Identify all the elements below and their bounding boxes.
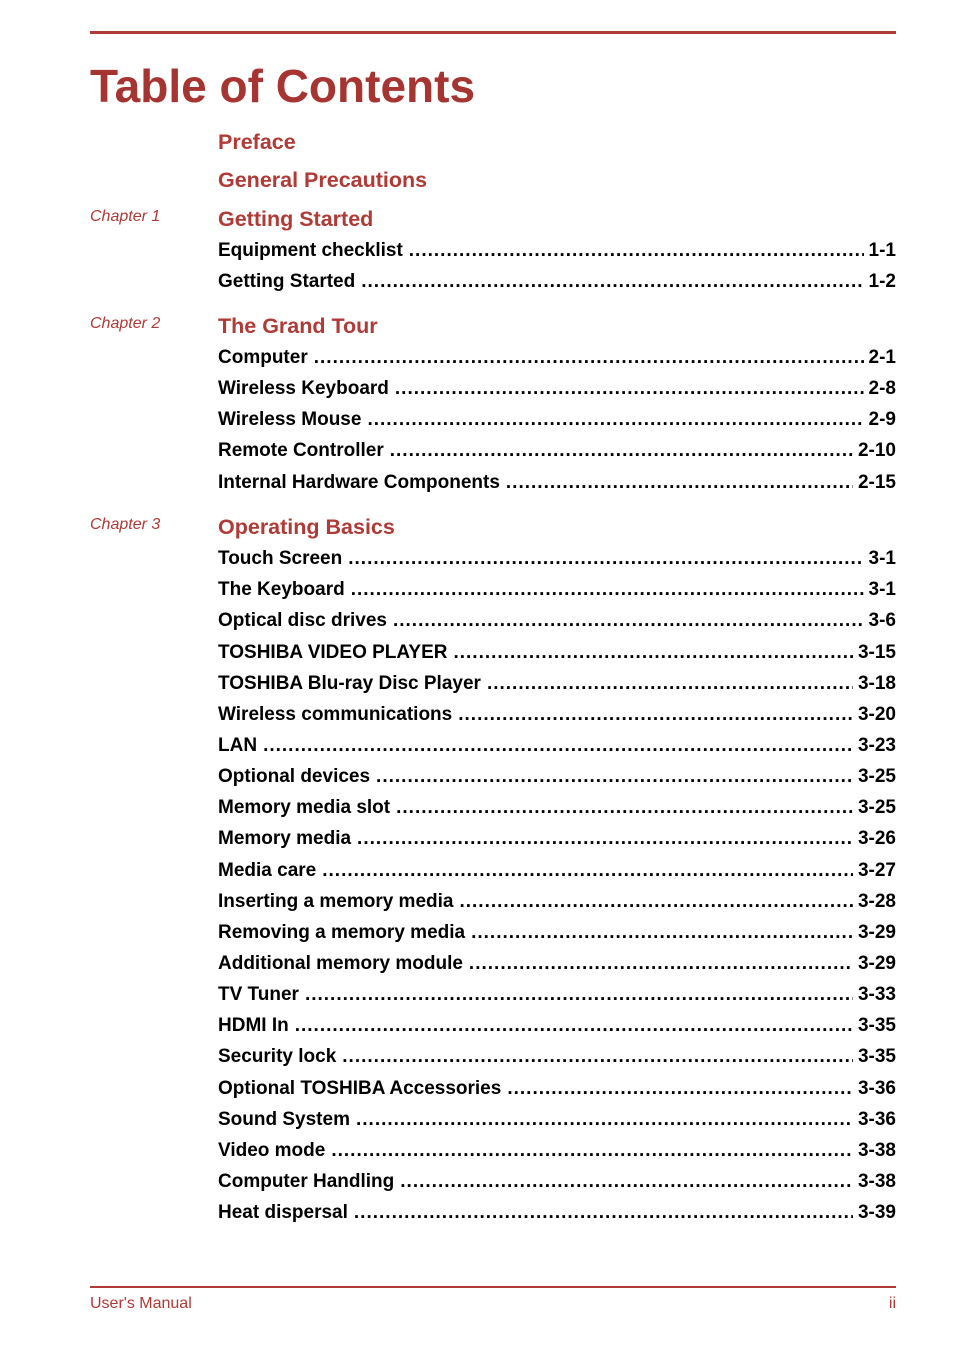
- dot-leader: [351, 578, 864, 602]
- toc-entry-title: Remote Controller: [218, 440, 384, 462]
- toc-entry-title: Optional TOSHIBA Accessories: [218, 1077, 502, 1099]
- dot-leader: [367, 408, 863, 432]
- toc-entry[interactable]: [218, 270, 896, 294]
- toc-entry-page-number: 1-2: [868, 271, 896, 293]
- chapter-heading-link[interactable]: Getting Started: [218, 207, 374, 231]
- toc-entry[interactable]: [218, 377, 896, 401]
- toc-entry-title: Memory media: [218, 828, 352, 850]
- dot-leader: [400, 1170, 853, 1194]
- toc-entry-page-number: 3-29: [857, 921, 896, 943]
- toc-entry-title: HDMI In: [218, 1015, 289, 1037]
- chapter-label: Chapter 1: [90, 208, 161, 225]
- toc-entry[interactable]: [218, 641, 896, 665]
- toc-entry-page-number: 3-26: [857, 828, 896, 850]
- toc-entry[interactable]: [218, 547, 896, 571]
- toc-entry-page-number: 3-35: [857, 1015, 896, 1037]
- toc-entry[interactable]: [218, 672, 896, 696]
- dot-leader: [393, 609, 864, 633]
- toc-entry[interactable]: [218, 1201, 896, 1225]
- toc-entry-title: TOSHIBA VIDEO PLAYER: [218, 641, 448, 663]
- toc-entry-page-number: 3-1: [868, 548, 896, 569]
- dot-leader: [295, 1014, 853, 1038]
- dot-leader: [469, 952, 853, 976]
- toc-entry-title: Optical disc drives: [218, 610, 387, 632]
- dot-leader: [263, 734, 853, 758]
- toc-entry-title: TV Tuner: [218, 984, 299, 1006]
- dot-leader: [409, 239, 864, 263]
- toc-front-matter-link[interactable]: Preface: [218, 130, 296, 154]
- toc-entry-page-number: 3-23: [857, 734, 896, 756]
- toc-front-matter-link[interactable]: General Precautions: [218, 168, 428, 192]
- toc-entry[interactable]: [218, 890, 896, 914]
- toc-entry-title: Memory media slot: [218, 797, 391, 819]
- toc-entry-page-number: 3-25: [857, 766, 896, 787]
- toc-entry[interactable]: [218, 408, 896, 432]
- dot-leader: [322, 859, 853, 883]
- toc-entry-page-number: 3-28: [857, 890, 896, 912]
- toc-entry-page-number: 3-20: [857, 703, 896, 725]
- toc-entry[interactable]: [218, 921, 896, 945]
- toc-entry-title: Getting Started: [218, 271, 356, 293]
- footer-page-number: ii: [888, 1295, 896, 1312]
- footer-rule: [90, 1286, 896, 1288]
- chapter-heading-link[interactable]: The Grand Tour: [218, 314, 378, 338]
- toc-entry-page-number: 3-36: [857, 1077, 896, 1099]
- toc-entry-title: Additional memory module: [218, 953, 463, 974]
- page-title: Table of Contents: [90, 60, 476, 112]
- toc-entry[interactable]: [218, 983, 896, 1007]
- toc-entry-page-number: 2-8: [868, 378, 896, 400]
- toc-entry[interactable]: [218, 471, 896, 495]
- toc-entry[interactable]: [218, 734, 896, 758]
- toc-entry-title: Touch Screen: [218, 548, 343, 569]
- toc-entry-title: Security lock: [218, 1046, 337, 1068]
- toc-entry-title: Video mode: [218, 1139, 326, 1161]
- toc-entry-title: Wireless Keyboard: [218, 378, 389, 400]
- toc-entry[interactable]: [218, 796, 896, 820]
- toc-entry[interactable]: [218, 1170, 896, 1194]
- toc-entry[interactable]: [218, 703, 896, 727]
- toc-entry[interactable]: [218, 578, 896, 602]
- dot-leader: [395, 377, 864, 401]
- toc-entry-title: Inserting a memory media: [218, 890, 454, 912]
- toc-entry-title: Computer: [218, 347, 308, 368]
- dot-leader: [459, 890, 853, 914]
- dot-leader: [471, 921, 853, 945]
- toc-entry-page-number: 3-18: [857, 672, 896, 694]
- toc-entry-page-number: 2-9: [868, 409, 896, 431]
- chapter-label: Chapter 3: [90, 516, 161, 533]
- dot-leader: [356, 1108, 853, 1132]
- toc-entry[interactable]: [218, 239, 896, 263]
- toc-entry[interactable]: [218, 827, 896, 851]
- dot-leader: [506, 471, 853, 495]
- toc-entry-page-number: 3-6: [868, 610, 896, 632]
- toc-entry-page-number: 2-10: [857, 440, 896, 462]
- chapter-label: Chapter 2: [90, 315, 161, 332]
- footer-manual-label: User's Manual: [90, 1295, 192, 1312]
- toc-entry[interactable]: [218, 346, 896, 370]
- dot-leader: [396, 796, 853, 820]
- toc-entry[interactable]: [218, 1077, 896, 1101]
- toc-entry-page-number: 1-1: [868, 240, 896, 261]
- toc-entry[interactable]: [218, 765, 896, 789]
- toc-entry-title: Wireless communications: [218, 703, 453, 725]
- toc-entry-page-number: 3-15: [857, 641, 896, 663]
- chapter-heading-link[interactable]: Operating Basics: [218, 515, 395, 539]
- toc-entry-title: LAN: [218, 734, 258, 756]
- toc-entry[interactable]: [218, 609, 896, 633]
- toc-entry-page-number: 3-29: [857, 953, 896, 974]
- toc-entry-title: Internal Hardware Components: [218, 471, 500, 493]
- dot-leader: [361, 270, 863, 294]
- dot-leader: [305, 983, 853, 1007]
- toc-entry-title: Equipment checklist: [218, 240, 403, 261]
- toc-entry[interactable]: [218, 439, 896, 463]
- toc-entry-title: TOSHIBA Blu-ray Disc Player: [218, 672, 481, 694]
- toc-entry-title: The Keyboard: [218, 579, 345, 601]
- toc-entry[interactable]: [218, 859, 896, 883]
- dot-leader: [507, 1077, 853, 1101]
- dot-leader: [348, 547, 863, 571]
- toc-entry[interactable]: [218, 1139, 896, 1163]
- dot-leader: [331, 1139, 853, 1163]
- toc-entry-title: Media care: [218, 859, 317, 881]
- toc-entry-title: Sound System: [218, 1108, 350, 1130]
- toc-entry-page-number: 3-33: [857, 984, 896, 1006]
- toc-entry-title: Wireless Mouse: [218, 409, 362, 431]
- toc-entry[interactable]: [218, 1045, 896, 1069]
- dot-leader: [314, 346, 864, 370]
- toc-entry[interactable]: [218, 952, 896, 976]
- toc-entry-page-number: 3-39: [857, 1202, 896, 1224]
- dot-leader: [453, 641, 853, 665]
- dot-leader: [458, 703, 853, 727]
- toc-entry-page-number: 3-38: [857, 1171, 896, 1192]
- toc-entry-page-number: 3-25: [857, 797, 896, 819]
- toc-entry[interactable]: [218, 1108, 896, 1132]
- dot-leader: [342, 1045, 853, 1069]
- toc-entry-page-number: 3-27: [857, 859, 896, 881]
- toc-entry-page-number: 3-38: [857, 1139, 896, 1161]
- toc-entry-title: Heat dispersal: [218, 1202, 348, 1224]
- dot-leader: [354, 1201, 853, 1225]
- toc-entry-page-number: 3-36: [857, 1108, 896, 1130]
- toc-entry-page-number: 2-15: [857, 471, 896, 493]
- toc-entry-title: Computer Handling: [218, 1171, 395, 1192]
- toc-entry[interactable]: [218, 1014, 896, 1038]
- dot-leader: [390, 439, 853, 463]
- dot-leader: [487, 672, 853, 696]
- dot-leader: [357, 827, 853, 851]
- dot-leader: [376, 765, 853, 789]
- toc-entry-title: Removing a memory media: [218, 921, 466, 943]
- toc-entry-page-number: 2-1: [868, 347, 896, 368]
- toc-entry-page-number: 3-35: [857, 1046, 896, 1068]
- toc-entry-page-number: 3-1: [868, 579, 896, 601]
- toc-entry-title: Optional devices: [218, 766, 371, 787]
